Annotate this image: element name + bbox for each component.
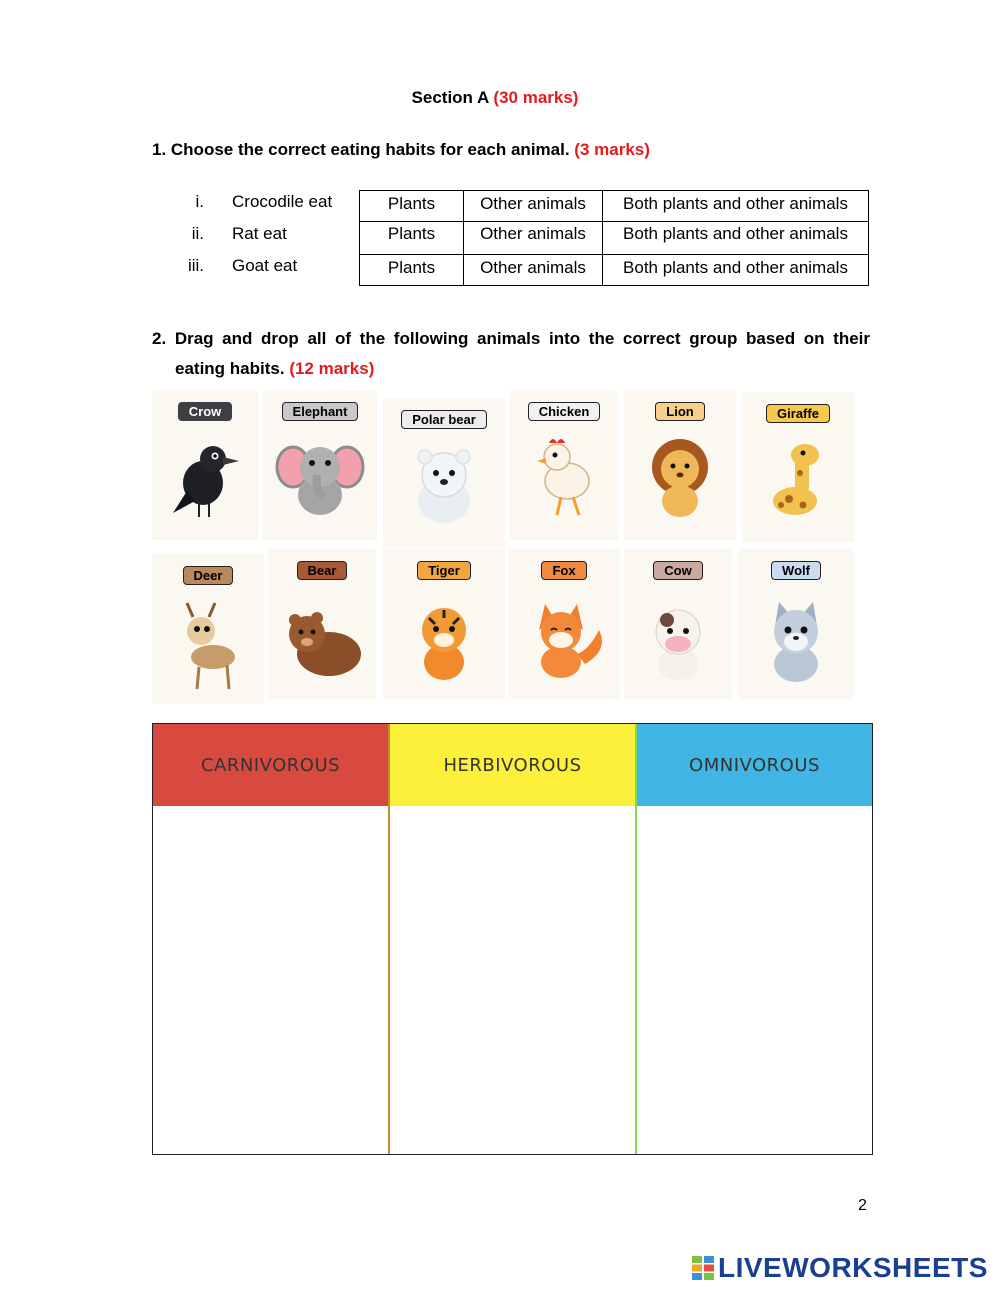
animal-card-lion[interactable] [624, 390, 736, 540]
item-number: iii. [187, 256, 204, 275]
animal-tag: Giraffe [766, 404, 830, 423]
animal-card-wolf[interactable] [738, 549, 854, 699]
question-2-prompt-cont [175, 359, 374, 379]
option-plants[interactable]: Plants [360, 222, 464, 254]
liveworksheets-logo-icon [692, 1256, 714, 1280]
animal-card-giraffe[interactable] [742, 392, 854, 542]
group-header-herbivorous: HERBIVOROUS [390, 724, 635, 806]
group-header-carnivorous: CARNIVOROUS [153, 724, 388, 806]
crow-icon [165, 431, 245, 521]
drop-zone-omnivorous[interactable] [637, 806, 872, 1154]
animal-card-tiger[interactable] [383, 549, 505, 699]
animal-card-polar-bear[interactable] [383, 398, 505, 548]
question-2-marks: (12 marks) [289, 359, 375, 378]
item-number: i. [195, 192, 204, 211]
options-row-goat [359, 254, 869, 286]
brand-logo [692, 1252, 988, 1284]
group-header-omnivorous: OMNIVOROUS [637, 724, 872, 806]
options-row-crocodile [359, 190, 869, 222]
item-number: ii. [191, 224, 204, 243]
animal-tag: Chicken [528, 402, 601, 421]
animal-tag: Crow [178, 402, 233, 421]
deer-icon [163, 595, 253, 695]
animal-tag: Lion [655, 402, 704, 421]
tiger-icon [399, 590, 489, 690]
wolf-icon [751, 590, 841, 690]
animal-card-deer[interactable] [152, 554, 264, 704]
cow-icon [633, 590, 723, 690]
chicken-icon [519, 431, 609, 521]
elephant-icon [275, 431, 365, 521]
option-plants[interactable]: Plants [360, 255, 464, 285]
animal-tag: Tiger [417, 561, 471, 580]
animal-tag: Bear [297, 561, 348, 580]
section-title-text: Section A [411, 88, 489, 107]
brand-name: LIVEWORKSHEETS [718, 1252, 988, 1283]
lion-icon [635, 431, 725, 521]
animal-card-cow[interactable] [624, 549, 732, 699]
option-other-animals[interactable]: Other animals [464, 191, 603, 221]
item-label-rat: Rat eat [232, 224, 287, 243]
group-column-herbivorous [390, 724, 637, 1154]
question-2-text: eating habits. [175, 359, 285, 378]
drop-zone-herbivorous[interactable] [390, 806, 635, 1154]
drop-zone-carnivorous[interactable] [153, 806, 388, 1154]
option-both[interactable]: Both plants and other animals [623, 224, 848, 243]
item-label-goat: Goat eat [232, 256, 298, 275]
animal-card-elephant[interactable] [263, 390, 377, 540]
question-1-text: 1. Choose the correct eating habits for each animal. [152, 140, 570, 159]
section-marks: (30 marks) [493, 88, 579, 107]
section-title [0, 88, 990, 108]
option-other-animals[interactable]: Other animals [464, 255, 603, 285]
page-number: 2 [858, 1197, 867, 1214]
options-row-rat [359, 222, 869, 255]
polar-bear-icon [399, 439, 489, 529]
question-1-prompt [152, 140, 650, 160]
question-1-marks: (3 marks) [574, 140, 650, 159]
item-label-crocodile: Crocodile eat [232, 192, 333, 211]
sorting-table [152, 723, 873, 1155]
animal-tag: Polar bear [401, 410, 487, 429]
animal-tag: Deer [183, 566, 234, 585]
animal-tag: Cow [653, 561, 702, 580]
option-plants[interactable]: Plants [360, 191, 464, 221]
animal-tag: Wolf [771, 561, 821, 580]
animal-card-crow[interactable] [152, 390, 258, 540]
bear-icon [277, 590, 367, 690]
group-column-carnivorous [153, 724, 390, 1154]
option-both[interactable]: Both plants and other animals [623, 194, 848, 213]
fox-icon [519, 590, 609, 690]
giraffe-icon [753, 433, 843, 523]
question-2-prompt: 2. Drag and drop all of the following animals into the correct group based on their [152, 329, 870, 348]
group-column-omnivorous [637, 724, 872, 1154]
animal-card-fox[interactable] [508, 549, 620, 699]
option-other-animals[interactable]: Other animals [464, 222, 603, 254]
option-both[interactable]: Both plants and other animals [623, 258, 848, 277]
animal-tag: Fox [541, 561, 586, 580]
animal-card-bear[interactable] [268, 549, 376, 699]
animal-tag: Elephant [282, 402, 359, 421]
animal-card-chicken[interactable] [510, 390, 618, 540]
